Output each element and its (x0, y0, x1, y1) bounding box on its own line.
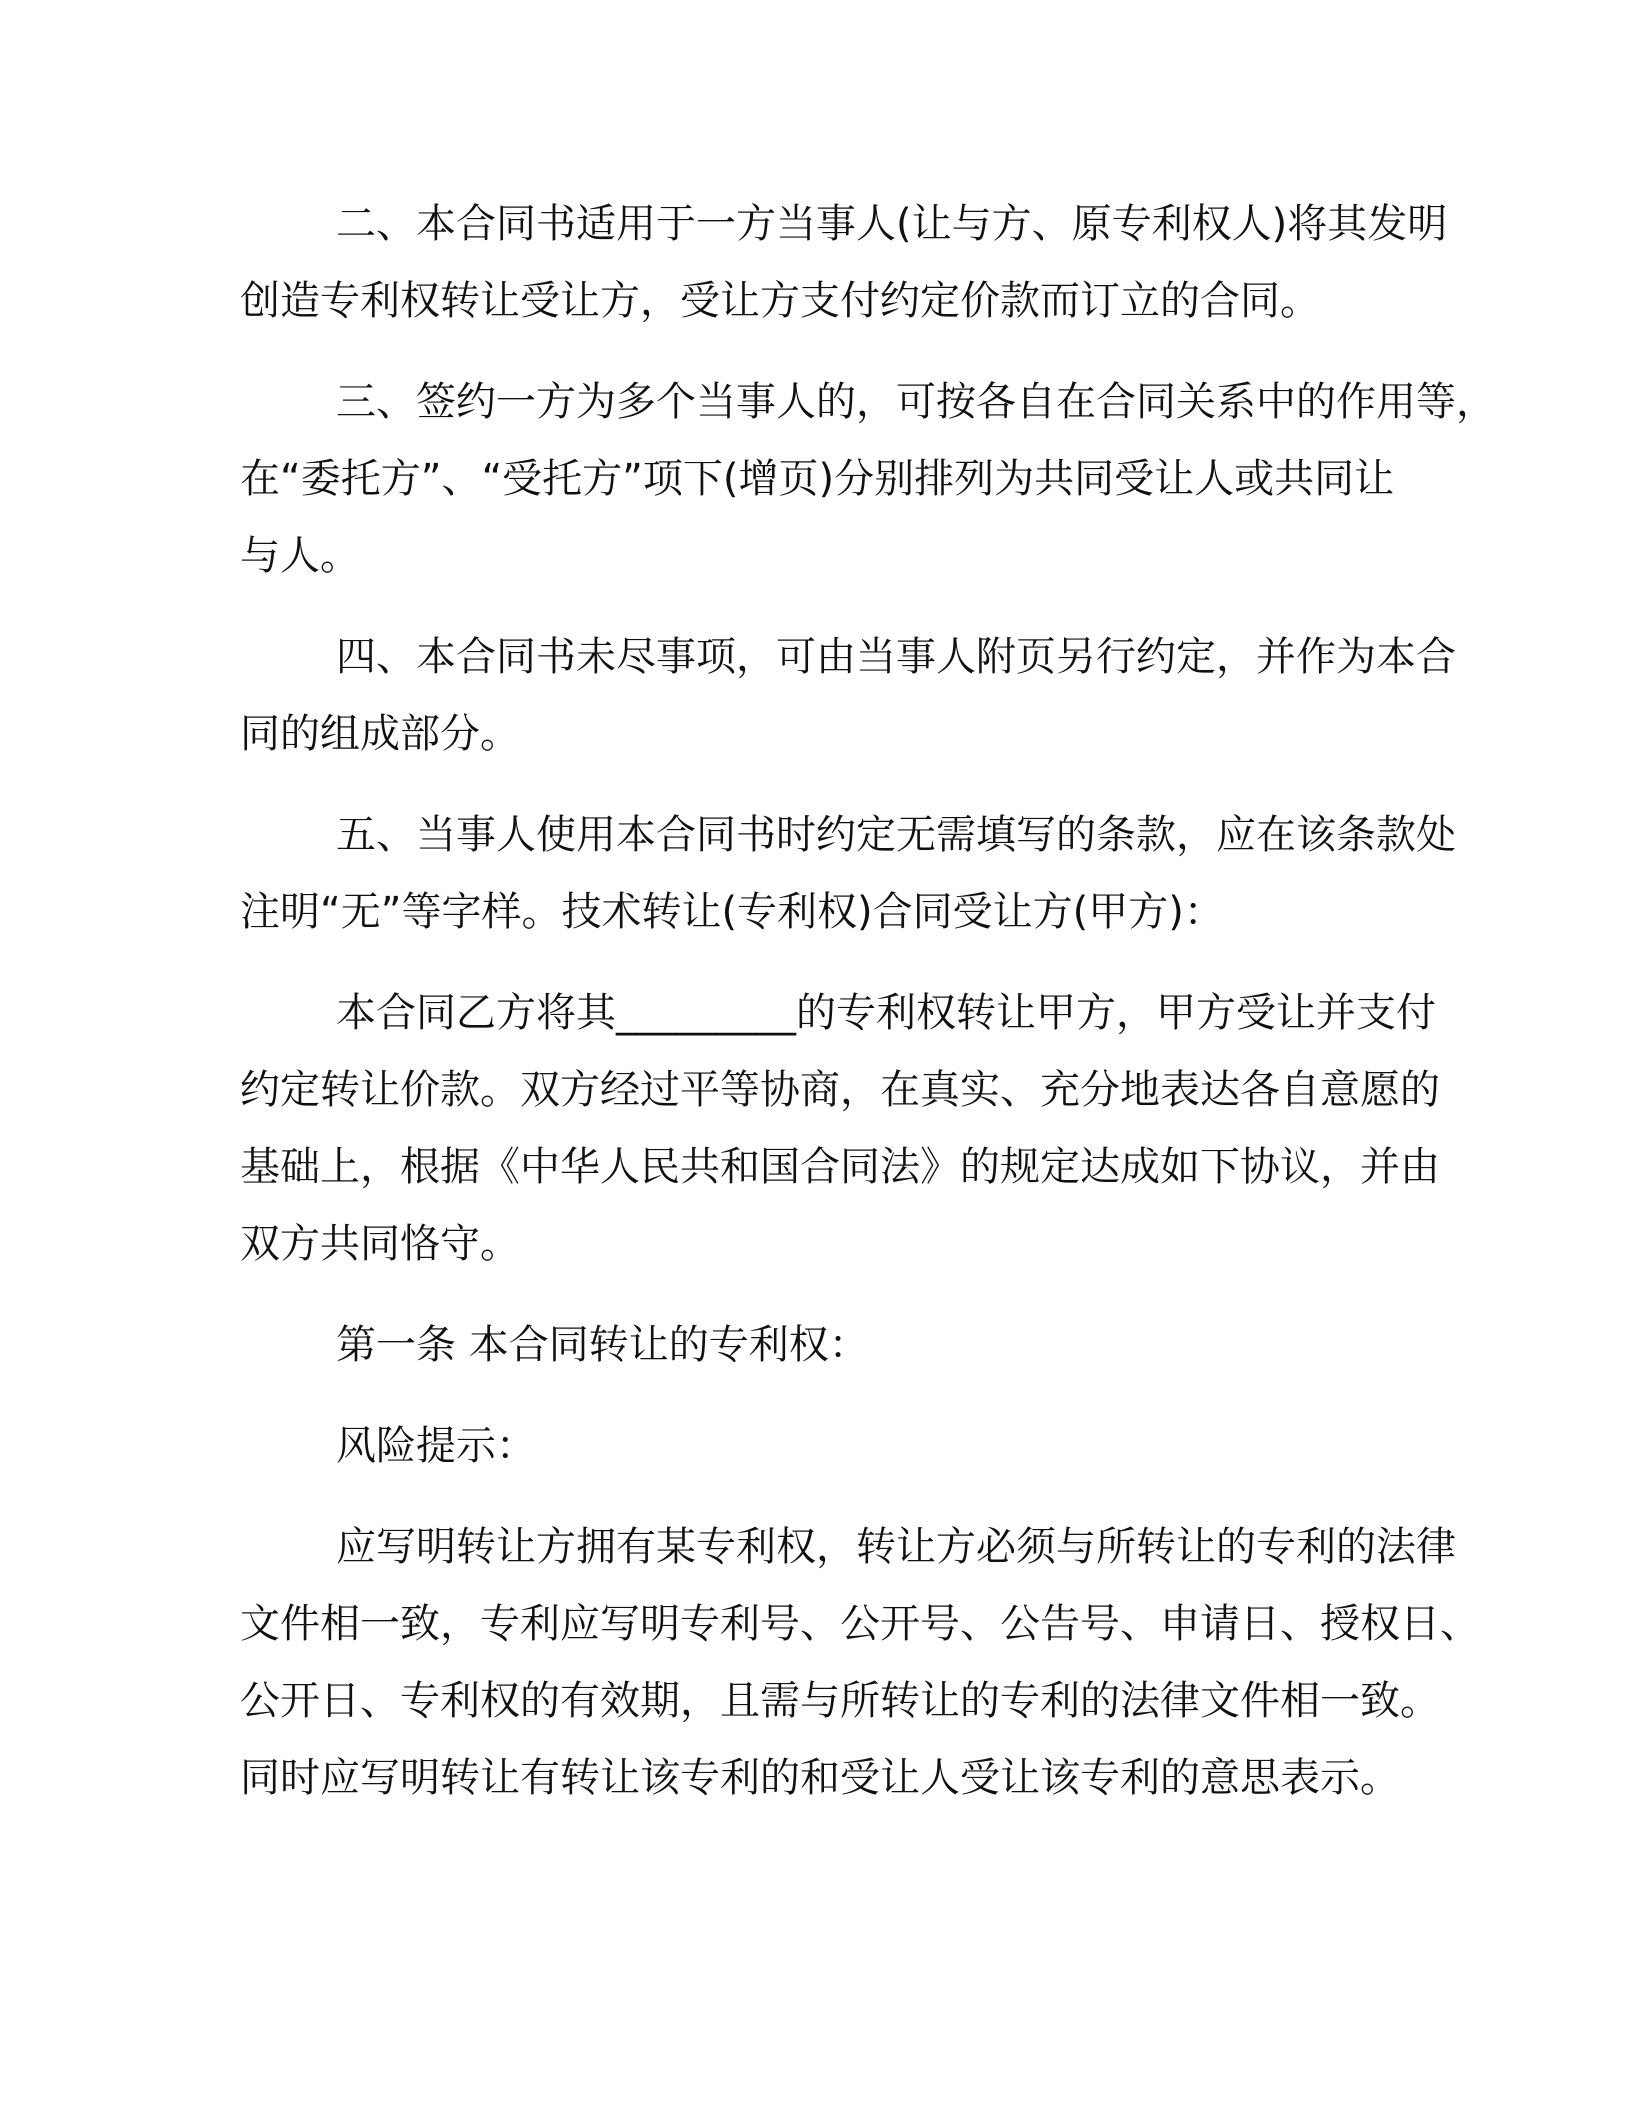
document-body (240, 186, 1496, 1841)
paragraph-line: 在“委托方”、“受托方”项下(增页)分别排列为共同受让人或共同让 (240, 456, 1395, 502)
risk-notice-paragraph (240, 1509, 1480, 1817)
paragraph-line: 五、当事人使用本合同书时约定无需填写的条款，应在该条款处 (336, 812, 1456, 858)
paragraph-line: 约定转让价款。双方经过平等协商，在真实、充分地表达各自意愿的 (240, 1067, 1440, 1113)
paragraph-line: 双方共同恪守。 (240, 1221, 520, 1267)
paragraph-line: 四、本合同书未尽事项，可由当事人附页另行约定，并作为本合 (336, 634, 1456, 680)
paragraph-line: 创造专利权转让受让方，受让方支付约定价款而订立的合同。 (240, 278, 1320, 324)
paragraph-line: 三、签约一方为多个当事人的，可按各自在合同关系中的作用等， (336, 379, 1496, 425)
paragraph-line: 应写明转让方拥有某专利权，转让方必须与所转让的专利的法律 (336, 1524, 1456, 1570)
paragraph-line: 文件相一致，专利应写明专利号、公开号、公告号、申请日、授权日、 (240, 1601, 1480, 1647)
paragraph-line: 二、本合同书适用于一方当事人(让与方、原专利权人)将其发明 (336, 201, 1448, 247)
article-1-heading (240, 1307, 1400, 1384)
paragraph-line: 同时应写明转让有转让该专利的和受让人受让该专利的意思表示。 (240, 1755, 1400, 1801)
paragraph-line: 本合同乙方将其_________的专利权转让甲方，甲方受让并支付 (336, 990, 1436, 1036)
clause-2-paragraph (240, 186, 1448, 340)
clause-4-paragraph (240, 619, 1456, 773)
paragraph-line: 基础上，根据《中华人民共和国合同法》的规定达成如下协议，并由 (240, 1144, 1440, 1190)
clause-5-paragraph (240, 797, 1456, 951)
clause-3-paragraph (240, 364, 1496, 595)
contract-preamble-paragraph (240, 975, 1440, 1283)
paragraph-line: 公开日、专利权的有效期，且需与所转让的专利的法律文件相一致。 (240, 1678, 1440, 1724)
risk-notice-heading (240, 1408, 1400, 1485)
paragraph-line: 同的组成部分。 (240, 711, 520, 757)
paragraph-line: 风险提示： (336, 1423, 536, 1469)
paragraph-line: 第一条 本合同转让的专利权： (336, 1322, 869, 1368)
paragraph-line: 注明“无”等字样。技术转让(专利权)合同受让方(甲方)： (240, 889, 1224, 935)
paragraph-line: 与人。 (240, 533, 360, 579)
